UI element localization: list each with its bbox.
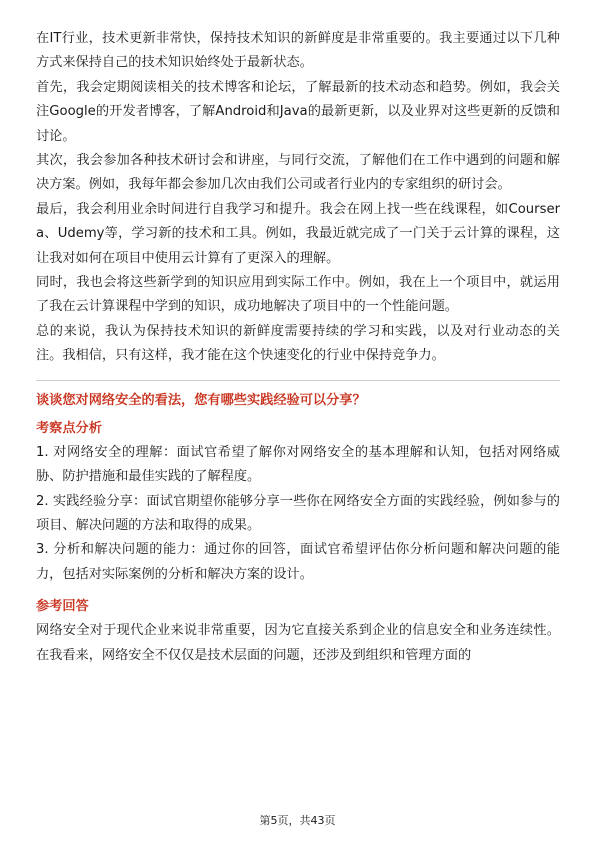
- intro-paragraph: 总的来说，我认为保持技术知识的新鲜度需要持续的学习和实践，以及对行业动态的关注。我相信，只有这样，我才能在这个快速变化的行业中保持竞争力。: [36, 323, 560, 364]
- page-number: 第5页，共43页: [259, 814, 336, 827]
- analysis-section: [36, 417, 560, 587]
- intro-paragraph: 同时，我也会将这些新学到的知识应用到实际工作中。例如，我在上一个项目中，就运用了我在云计算课程中学到的知识，成功地解决了项目中的一个性能问题。: [36, 275, 560, 315]
- analysis-item: 3. 分析和解决问题的能力：通过你的回答，面试官希望评估你分析问题和解决问题的能力，包括对实际案例的分析和解决方案的设计。: [36, 542, 560, 582]
- section-divider: [36, 380, 560, 381]
- document-page: [36, 27, 560, 668]
- intro-paragraph: 最后，我会利用业余时间进行自我学习和提升。我会在网上找一些在线课程，如Coursera、Udemy等，学习新的技术和工具。例如，我最近就完成了一门关于云计算的课程，这让我对如何在项目中使用云计算有了更深入的理解。: [36, 201, 560, 266]
- answer-heading: 参考回答: [36, 599, 89, 615]
- analysis-heading: 考察点分析: [36, 420, 102, 436]
- analysis-item: 2. 实践经验分享：面试官期望你能够分享一些你在网络安全方面的实践经验，例如参与的项目、解决问题的方法和取得的成果。: [36, 493, 560, 533]
- intro-paragraph: 其次，我会参加各种技术研讨会和讲座，与同行交流，了解他们在工作中遇到的问题和解决方案。例如，我每年都会参加几次由我们公司或者行业内的专家组织的研讨会。: [36, 153, 560, 193]
- intro-section: [36, 27, 560, 369]
- answer-section: [36, 595, 560, 668]
- analysis-item: 1. 对网络安全的理解：面试官希望了解你对网络安全的基本理解和认知，包括对网络威胁、防护措施和最佳实践的了解程度。: [36, 444, 560, 485]
- intro-paragraph: 在IT行业，技术更新非常快，保持技术知识的新鲜度是非常重要的。我主要通过以下几种方式来保持自己的技术知识始终处于最新状态。: [36, 31, 560, 71]
- answer-paragraph: 网络安全对于现代企业来说非常重要，因为它直接关系到企业的信息安全和业务连续性。在我看来，网络安全不仅仅是技术层面的问题，还涉及到组织和管理方面的: [36, 623, 560, 663]
- intro-paragraph: 首先，我会定期阅读相关的技术博客和论坛，了解最新的技术动态和趋势。例如，我会关注Google的开发者博客，了解Android和Java的最新更新，以及业界对这些更新的反馈和讨论。: [36, 79, 560, 144]
- question-heading: 谈谈您对网络安全的看法，您有哪些实践经验可以分享？: [36, 392, 366, 408]
